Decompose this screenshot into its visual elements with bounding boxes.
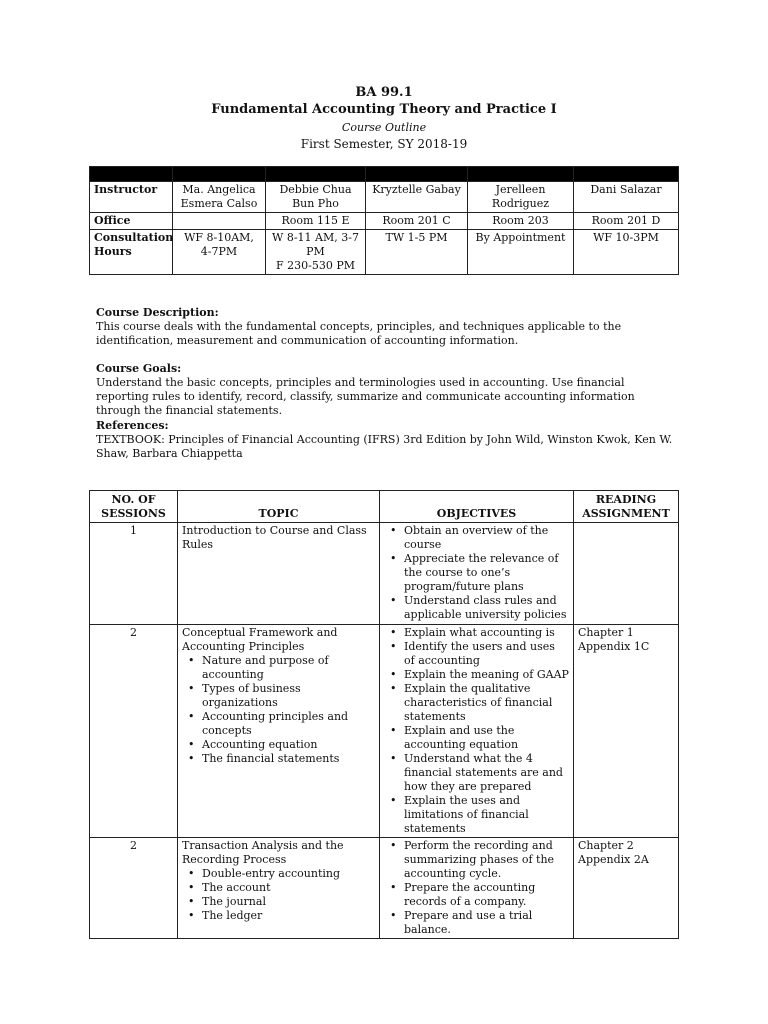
subtopics-list: [182, 867, 375, 923]
course-title: Fundamental Accounting Theory and Practice I: [211, 102, 557, 117]
row-label: Instructor: [90, 182, 173, 213]
course-description: [96, 306, 676, 348]
schedule-table: [89, 490, 679, 939]
table-cell: WF 8-10AM, 4-7PM: [173, 230, 266, 275]
cell-line: F 230-530 PM: [276, 259, 355, 272]
reading-line: Appendix 1C: [578, 640, 650, 653]
sessions-cell: 2: [90, 625, 178, 838]
list-item: • Nature and purpose of accounting: [202, 654, 375, 682]
reading-cell: [574, 625, 679, 838]
list-item: • Explain the meaning of GAAP: [404, 668, 569, 682]
semester-label: First Semester, SY 2018-19: [300, 137, 468, 151]
table-cell: TW 1-5 PM: [366, 230, 468, 275]
objectives-cell: [380, 838, 574, 939]
list-item: • The financial statements: [202, 752, 375, 766]
list-item: • Appreciate the relevance of the course to one’s program/future plans: [404, 552, 569, 594]
objectives-list: [384, 524, 569, 622]
header-sessions: NO. OF SESSIONS: [90, 491, 178, 523]
topic-cell: [178, 838, 380, 939]
topic-title: Transaction Analysis and the Recording Process: [182, 839, 344, 866]
course-goals: [96, 362, 676, 418]
reading-line: Appendix 2A: [578, 853, 649, 866]
topic-title: Conceptual Framework and Accounting Principles: [182, 626, 338, 653]
table-cell: By Appointment: [468, 230, 574, 275]
list-item: • The ledger: [202, 909, 375, 923]
section-text: TEXTBOOK: Principles of Financial Accounting (IFRS) 3rd Edition by John Wild, Winston Kwok, Ken W. Shaw, Barbara Chiappetta: [96, 433, 673, 460]
table-header-row: [90, 491, 679, 523]
header-reading: READING ASSIGNMENT: [574, 491, 679, 523]
list-item: • Types of business organizations: [202, 682, 375, 710]
table-cell: WF 10-3PM: [574, 230, 679, 275]
reading-line: Chapter 2: [578, 839, 634, 852]
list-item: • Perform the recording and summarizing phases of the accounting cycle.: [404, 839, 569, 881]
table-cell: Ma. Angelica Esmera Calso: [173, 182, 266, 213]
table-cell: [173, 213, 266, 230]
header-objectives: OBJECTIVES: [380, 491, 574, 523]
objectives-cell: [380, 625, 574, 838]
objectives-cell: [380, 523, 574, 625]
list-item: • Identify the users and uses of accounting: [404, 640, 569, 668]
section-text: This course deals with the fundamental concepts, principles, and techniques applicable to the identification, measurement and communication of accounting information.: [96, 320, 622, 347]
reading-cell: [574, 838, 679, 939]
objectives-list: [384, 839, 569, 937]
objectives-list: [384, 626, 569, 836]
table-cell: Jerelleen Rodriguez: [468, 182, 574, 213]
list-item: • Double-entry accounting: [202, 867, 375, 881]
table-row: [90, 838, 679, 939]
list-item: • Obtain an overview of the course: [404, 524, 569, 552]
topic-cell: [178, 523, 380, 625]
row-label: Office: [90, 213, 173, 230]
section-heading: Course Description:: [96, 306, 219, 319]
list-item: • Understand class rules and applicable university policies: [404, 594, 569, 622]
sessions-cell: 2: [90, 838, 178, 939]
subtopics-list: [182, 654, 375, 766]
table-cell: Room 115 E: [266, 213, 366, 230]
table-row: [90, 230, 679, 275]
list-item: • Explain what accounting is: [404, 626, 569, 640]
topic-cell: [178, 625, 380, 838]
list-item: • The journal: [202, 895, 375, 909]
table-cell: Room 203: [468, 213, 574, 230]
table-row: [90, 213, 679, 230]
list-item: • Accounting equation: [202, 738, 375, 752]
reading-line: Chapter 1: [578, 626, 634, 639]
sessions-cell: 1: [90, 523, 178, 625]
course-code: BA 99.1: [355, 85, 413, 100]
list-item: • Understand what the 4 financial statements are and how they are prepared: [404, 752, 569, 794]
list-item: • The account: [202, 881, 375, 895]
list-item: • Explain and use the accounting equation: [404, 724, 569, 752]
table-header-bar: [90, 167, 679, 182]
outline-label: Course Outline: [341, 121, 427, 134]
table-cell: [266, 230, 366, 275]
header-topic: TOPIC: [178, 491, 380, 523]
cell-line: W 8-11 AM, 3-7 PM: [272, 231, 359, 258]
row-label: Consultation Hours: [90, 230, 173, 275]
table-row: [90, 523, 679, 625]
section-heading: References:: [96, 419, 169, 432]
table-cell: Room 201 C: [366, 213, 468, 230]
list-item: • Explain the uses and limitations of financial statements: [404, 794, 569, 836]
table-row: [90, 625, 679, 838]
table-row: [90, 182, 679, 213]
list-item: • Prepare the accounting records of a company.: [404, 881, 569, 909]
table-cell: Debbie Chua Bun Pho: [266, 182, 366, 213]
instructors-table: [89, 166, 679, 275]
topic-title: Introduction to Course and Class Rules: [182, 524, 367, 551]
list-item: • Explain the qualitative characteristics of financial statements: [404, 682, 569, 724]
table-cell: Room 201 D: [574, 213, 679, 230]
list-item: • Prepare and use a trial balance.: [404, 909, 569, 937]
table-cell: Kryztelle Gabay: [366, 182, 468, 213]
list-item: • Accounting principles and concepts: [202, 710, 375, 738]
reading-cell: [574, 523, 679, 625]
table-cell: Dani Salazar: [574, 182, 679, 213]
references: [96, 419, 676, 461]
section-text: Understand the basic concepts, principles and terminologies used in accounting. Use financial reporting rules to identify, record, classify, summarize and communicate accounting information through the financial statements.: [96, 376, 635, 417]
section-heading: Course Goals:: [96, 362, 182, 375]
